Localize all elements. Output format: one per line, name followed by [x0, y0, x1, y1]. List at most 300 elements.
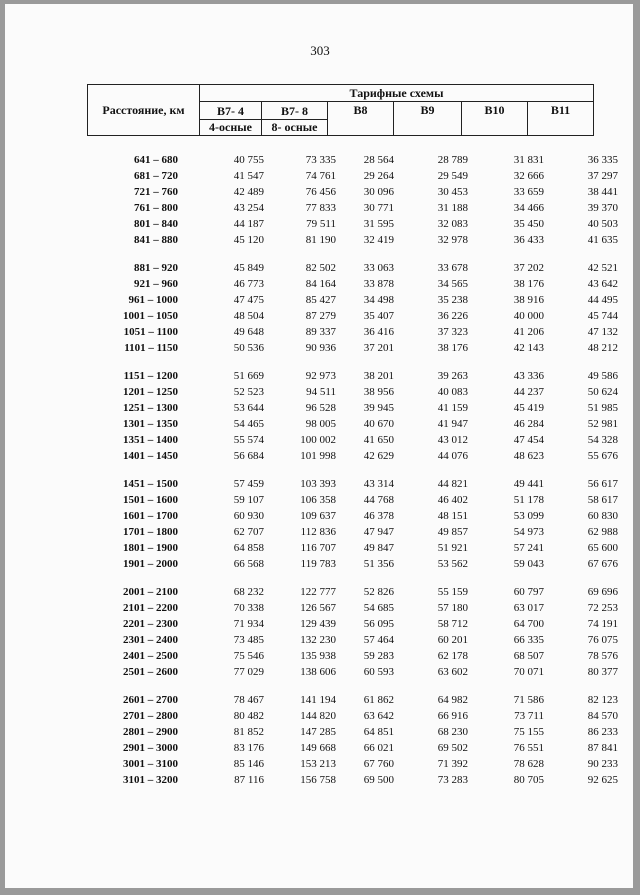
tariff-value: 78 576 — [587, 650, 618, 662]
tariff-value: 41 947 — [437, 418, 468, 430]
tariff-value: 59 107 — [233, 494, 264, 506]
tariff-value: 66 021 — [363, 742, 394, 754]
tariff-value: 90 233 — [587, 758, 618, 770]
tariff-value: 49 648 — [233, 326, 264, 338]
tariff-value: 81 190 — [305, 234, 336, 246]
table-row — [0, 584, 640, 600]
tariff-value: 51 178 — [513, 494, 544, 506]
tariff-value: 69 696 — [587, 586, 618, 598]
tariff-value: 38 916 — [513, 294, 544, 306]
tariff-value: 80 377 — [587, 666, 618, 678]
distance-range: 2201 – 2300 — [123, 618, 178, 630]
tariff-value: 54 328 — [587, 434, 618, 446]
tariff-value: 76 551 — [513, 742, 544, 754]
distance-range: 2301 – 2400 — [123, 634, 178, 646]
tariff-value: 62 707 — [233, 526, 264, 538]
row-group — [0, 368, 640, 464]
tariff-value: 80 482 — [233, 710, 264, 722]
tariff-value: 70 071 — [513, 666, 544, 678]
tariff-value: 66 916 — [437, 710, 468, 722]
tariff-value: 86 233 — [587, 726, 618, 738]
tariff-value: 36 226 — [437, 310, 468, 322]
tariff-value: 41 650 — [363, 434, 394, 446]
tariff-value: 36 416 — [363, 326, 394, 338]
tariff-value: 31 831 — [513, 154, 544, 166]
tariff-value: 49 586 — [587, 370, 618, 382]
tariff-value: 52 981 — [587, 418, 618, 430]
tariff-value: 38 176 — [513, 278, 544, 290]
tariff-value: 147 285 — [300, 726, 336, 738]
distance-range: 1151 – 1200 — [123, 370, 178, 382]
distance-range: 1801 – 1900 — [123, 542, 178, 554]
table-row — [0, 384, 640, 400]
tariff-value: 44 076 — [437, 450, 468, 462]
tariff-table-header — [87, 84, 594, 136]
tariff-value: 43 336 — [513, 370, 544, 382]
distance-range: 1101 – 1150 — [124, 342, 178, 354]
tariff-value: 41 547 — [233, 170, 264, 182]
tariff-value: 66 335 — [513, 634, 544, 646]
tariff-value: 82 123 — [587, 694, 618, 706]
tariff-value: 48 212 — [587, 342, 618, 354]
tariff-value: 56 684 — [233, 450, 264, 462]
tariff-value: 87 279 — [305, 310, 336, 322]
tariff-value: 149 668 — [300, 742, 336, 754]
tariff-value: 49 847 — [363, 542, 394, 554]
tariff-value: 44 768 — [363, 494, 394, 506]
tariff-value: 35 238 — [437, 294, 468, 306]
tariff-value: 48 623 — [513, 450, 544, 462]
tariff-value: 44 495 — [587, 294, 618, 306]
tariff-value: 64 851 — [363, 726, 394, 738]
tariff-value: 46 402 — [437, 494, 468, 506]
tariff-value: 119 783 — [300, 558, 336, 570]
tariff-value: 45 744 — [587, 310, 618, 322]
tariff-value: 71 586 — [513, 694, 544, 706]
tariff-value: 31 188 — [437, 202, 468, 214]
subheader-8-axle: 8- осные — [262, 120, 328, 136]
tariff-value: 45 120 — [233, 234, 264, 246]
tariff-value: 141 194 — [300, 694, 336, 706]
table-row — [0, 260, 640, 276]
tariff-value: 59 043 — [513, 558, 544, 570]
tariff-value: 87 116 — [234, 774, 264, 786]
tariff-value: 85 427 — [305, 294, 336, 306]
tariff-value: 32 978 — [437, 234, 468, 246]
distance-range: 1351 – 1400 — [123, 434, 178, 446]
tariff-value: 46 284 — [513, 418, 544, 430]
tariff-value: 106 358 — [300, 494, 336, 506]
table-row — [0, 724, 640, 740]
tariff-value: 138 606 — [300, 666, 336, 678]
tariff-value: 52 826 — [363, 586, 394, 598]
distance-range: 2801 – 2900 — [123, 726, 178, 738]
tariff-value: 54 685 — [363, 602, 394, 614]
distance-range: 641 – 680 — [134, 154, 178, 166]
distance-range: 761 – 800 — [134, 202, 178, 214]
table-row — [0, 540, 640, 556]
tariff-value: 153 213 — [300, 758, 336, 770]
tariff-value: 129 439 — [300, 618, 336, 630]
tariff-value: 42 629 — [363, 450, 394, 462]
tariff-value: 51 921 — [437, 542, 468, 554]
distance-range: 881 – 920 — [134, 262, 178, 274]
tariff-value: 54 465 — [233, 418, 264, 430]
page-number: 303 — [310, 43, 330, 58]
table-row — [0, 556, 640, 572]
tariff-value: 46 773 — [233, 278, 264, 290]
tariff-value: 48 151 — [437, 510, 468, 522]
tariff-value: 135 938 — [300, 650, 336, 662]
tariff-schemes-header: Тарифные схемы — [200, 85, 594, 102]
tariff-value: 63 642 — [363, 710, 394, 722]
distance-range: 2901 – 3000 — [123, 742, 178, 754]
table-row — [0, 416, 640, 432]
distance-range: 1301 – 1350 — [123, 418, 178, 430]
table-row — [0, 216, 640, 232]
tariff-value: 62 988 — [587, 526, 618, 538]
table-row — [0, 448, 640, 464]
table-row — [0, 232, 640, 248]
tariff-value: 60 797 — [513, 586, 544, 598]
tariff-value: 62 178 — [437, 650, 468, 662]
column-header-b7-8: В7- 8 — [262, 102, 328, 120]
tariff-value: 53 099 — [513, 510, 544, 522]
tariff-value: 59 283 — [363, 650, 394, 662]
tariff-value: 84 570 — [587, 710, 618, 722]
tariff-value: 31 595 — [363, 218, 394, 230]
table-row — [0, 476, 640, 492]
table-row — [0, 756, 640, 772]
distance-range: 721 – 760 — [134, 186, 178, 198]
tariff-value: 58 712 — [437, 618, 468, 630]
tariff-value: 29 264 — [363, 170, 394, 182]
tariff-value: 41 159 — [437, 402, 468, 414]
tariff-value: 32 083 — [437, 218, 468, 230]
distance-range: 1001 – 1050 — [123, 310, 178, 322]
tariff-value: 40 083 — [437, 386, 468, 398]
distance-range: 2701 – 2800 — [123, 710, 178, 722]
tariff-value: 60 830 — [587, 510, 618, 522]
tariff-value: 32 666 — [513, 170, 544, 182]
tariff-value: 57 459 — [233, 478, 264, 490]
table-row — [0, 184, 640, 200]
tariff-value: 57 241 — [513, 542, 544, 554]
tariff-value: 61 862 — [363, 694, 394, 706]
distance-range: 1601 – 1700 — [123, 510, 178, 522]
tariff-value: 53 562 — [437, 558, 468, 570]
table-row — [0, 276, 640, 292]
tariff-value: 43 642 — [587, 278, 618, 290]
distance-range: 1501 – 1600 — [123, 494, 178, 506]
tariff-value: 41 206 — [513, 326, 544, 338]
tariff-value: 156 758 — [300, 774, 336, 786]
distance-range: 3001 – 3100 — [123, 758, 178, 770]
table-row — [0, 616, 640, 632]
tariff-value: 47 947 — [363, 526, 394, 538]
tariff-value: 42 489 — [233, 186, 264, 198]
distance-range: 1401 – 1450 — [123, 450, 178, 462]
tariff-value: 74 761 — [305, 170, 336, 182]
tariff-value: 45 419 — [513, 402, 544, 414]
table-row — [0, 200, 640, 216]
tariff-value: 75 155 — [513, 726, 544, 738]
tariff-value: 56 617 — [587, 478, 618, 490]
tariff-value: 28 789 — [437, 154, 468, 166]
tariff-value: 64 858 — [233, 542, 264, 554]
tariff-value: 77 029 — [233, 666, 264, 678]
tariff-value: 116 707 — [300, 542, 336, 554]
tariff-value: 43 012 — [437, 434, 468, 446]
table-row — [0, 292, 640, 308]
table-row — [0, 524, 640, 540]
tariff-value: 56 095 — [363, 618, 394, 630]
tariff-table-body — [0, 152, 640, 800]
tariff-value: 53 644 — [233, 402, 264, 414]
tariff-value: 39 370 — [587, 202, 618, 214]
tariff-value: 37 201 — [363, 342, 394, 354]
tariff-value: 45 849 — [233, 262, 264, 274]
tariff-value: 122 777 — [300, 586, 336, 598]
distance-range: 2501 – 2600 — [123, 666, 178, 678]
tariff-value: 83 176 — [233, 742, 264, 754]
distance-range: 801 – 840 — [134, 218, 178, 230]
table-row — [0, 708, 640, 724]
tariff-value: 44 187 — [233, 218, 264, 230]
tariff-value: 144 820 — [300, 710, 336, 722]
tariff-value: 37 323 — [437, 326, 468, 338]
table-row — [0, 692, 640, 708]
tariff-value: 33 678 — [437, 262, 468, 274]
tariff-value: 33 659 — [513, 186, 544, 198]
distance-range: 2401 – 2500 — [123, 650, 178, 662]
tariff-value: 67 760 — [363, 758, 394, 770]
table-row — [0, 772, 640, 788]
tariff-value: 69 502 — [437, 742, 468, 754]
tariff-value: 34 498 — [363, 294, 394, 306]
tariff-value: 84 164 — [305, 278, 336, 290]
tariff-value: 60 593 — [363, 666, 394, 678]
tariff-value: 54 973 — [513, 526, 544, 538]
tariff-value: 80 705 — [513, 774, 544, 786]
tariff-value: 52 523 — [233, 386, 264, 398]
tariff-value: 126 567 — [300, 602, 336, 614]
tariff-value: 49 441 — [513, 478, 544, 490]
distance-range: 3101 – 3200 — [123, 774, 178, 786]
tariff-value: 38 956 — [363, 386, 394, 398]
tariff-value: 79 511 — [306, 218, 336, 230]
table-row — [0, 168, 640, 184]
tariff-value: 36 433 — [513, 234, 544, 246]
tariff-value: 73 283 — [437, 774, 468, 786]
table-row — [0, 400, 640, 416]
tariff-value: 69 500 — [363, 774, 394, 786]
tariff-value: 132 230 — [300, 634, 336, 646]
tariff-value: 42 521 — [587, 262, 618, 274]
distance-range: 1451 – 1500 — [123, 478, 178, 490]
tariff-value: 46 378 — [363, 510, 394, 522]
tariff-value: 94 511 — [306, 386, 336, 398]
distance-range: 2101 – 2200 — [123, 602, 178, 614]
distance-range: 1201 – 1250 — [123, 386, 178, 398]
tariff-value: 50 536 — [233, 342, 264, 354]
distance-range: 841 – 880 — [134, 234, 178, 246]
tariff-value: 68 232 — [233, 586, 264, 598]
column-header-b7-4: В7- 4 — [200, 102, 262, 120]
tariff-value: 90 936 — [305, 342, 336, 354]
row-group — [0, 692, 640, 788]
tariff-value: 43 314 — [363, 478, 394, 490]
tariff-value: 50 624 — [587, 386, 618, 398]
column-header-b8: В8 — [328, 102, 394, 136]
tariff-value: 38 441 — [587, 186, 618, 198]
tariff-value: 32 419 — [363, 234, 394, 246]
tariff-value: 28 564 — [363, 154, 394, 166]
tariff-value: 65 600 — [587, 542, 618, 554]
tariff-value: 73 485 — [233, 634, 264, 646]
distance-column-header: Расстояние, км — [88, 85, 200, 136]
row-group — [0, 584, 640, 680]
tariff-value: 66 568 — [233, 558, 264, 570]
table-row — [0, 340, 640, 356]
tariff-value: 60 201 — [437, 634, 468, 646]
tariff-value: 38 201 — [363, 370, 394, 382]
column-header-b9: В9 — [394, 102, 462, 136]
tariff-value: 44 821 — [437, 478, 468, 490]
table-row — [0, 152, 640, 168]
tariff-value: 73 711 — [514, 710, 544, 722]
tariff-value: 68 230 — [437, 726, 468, 738]
tariff-value: 74 191 — [587, 618, 618, 630]
tariff-value: 112 836 — [300, 526, 336, 538]
tariff-value: 37 202 — [513, 262, 544, 274]
tariff-value: 76 456 — [305, 186, 336, 198]
tariff-value: 92 625 — [587, 774, 618, 786]
table-row — [0, 308, 640, 324]
tariff-value: 78 467 — [233, 694, 264, 706]
tariff-value: 75 546 — [233, 650, 264, 662]
tariff-value: 47 454 — [513, 434, 544, 446]
tariff-value: 34 565 — [437, 278, 468, 290]
tariff-value: 64 700 — [513, 618, 544, 630]
tariff-value: 51 985 — [587, 402, 618, 414]
tariff-value: 29 549 — [437, 170, 468, 182]
tariff-value: 40 000 — [513, 310, 544, 322]
tariff-value: 85 146 — [233, 758, 264, 770]
tariff-value: 100 002 — [300, 434, 336, 446]
tariff-value: 71 934 — [233, 618, 264, 630]
tariff-value: 96 528 — [305, 402, 336, 414]
tariff-value: 67 676 — [587, 558, 618, 570]
tariff-value: 72 253 — [587, 602, 618, 614]
table-row — [0, 492, 640, 508]
tariff-value: 81 852 — [233, 726, 264, 738]
tariff-value: 63 602 — [437, 666, 468, 678]
tariff-value: 43 254 — [233, 202, 264, 214]
table-row — [0, 508, 640, 524]
tariff-value: 30 453 — [437, 186, 468, 198]
row-group — [0, 152, 640, 248]
tariff-value: 39 945 — [363, 402, 394, 414]
table-row — [0, 600, 640, 616]
tariff-value: 48 504 — [233, 310, 264, 322]
tariff-value: 78 628 — [513, 758, 544, 770]
tariff-value: 51 669 — [233, 370, 264, 382]
column-header-b10: В10 — [462, 102, 528, 136]
tariff-value: 39 263 — [437, 370, 468, 382]
tariff-value: 47 475 — [233, 294, 264, 306]
tariff-value: 63 017 — [513, 602, 544, 614]
tariff-value: 60 930 — [233, 510, 264, 522]
tariff-value: 35 450 — [513, 218, 544, 230]
distance-range: 1701 – 1800 — [123, 526, 178, 538]
tariff-value: 38 176 — [437, 342, 468, 354]
tariff-value: 77 833 — [305, 202, 336, 214]
tariff-value: 30 771 — [363, 202, 394, 214]
tariff-value: 40 503 — [587, 218, 618, 230]
tariff-value: 57 464 — [363, 634, 394, 646]
tariff-value: 40 670 — [363, 418, 394, 430]
tariff-value: 51 356 — [363, 558, 394, 570]
table-row — [0, 368, 640, 384]
tariff-value: 30 096 — [363, 186, 394, 198]
distance-range: 1051 – 1100 — [123, 326, 178, 338]
table-row — [0, 432, 640, 448]
tariff-value: 34 466 — [513, 202, 544, 214]
table-row — [0, 740, 640, 756]
tariff-value: 101 998 — [300, 450, 336, 462]
tariff-value: 103 393 — [300, 478, 336, 490]
tariff-value: 42 143 — [513, 342, 544, 354]
tariff-value: 47 132 — [587, 326, 618, 338]
tariff-value: 57 180 — [437, 602, 468, 614]
distance-range: 921 – 960 — [134, 278, 178, 290]
tariff-value: 82 502 — [305, 262, 336, 274]
tariff-value: 36 335 — [587, 154, 618, 166]
tariff-value: 55 676 — [587, 450, 618, 462]
tariff-value: 37 297 — [587, 170, 618, 182]
tariff-value: 109 637 — [300, 510, 336, 522]
tariff-value: 98 005 — [305, 418, 336, 430]
tariff-value: 55 159 — [437, 586, 468, 598]
tariff-value: 87 841 — [587, 742, 618, 754]
table-row — [0, 324, 640, 340]
tariff-value: 41 635 — [587, 234, 618, 246]
subheader-4-axle: 4-осные — [200, 120, 262, 136]
distance-range: 1251 – 1300 — [123, 402, 178, 414]
row-group — [0, 476, 640, 572]
tariff-value: 33 063 — [363, 262, 394, 274]
tariff-value: 55 574 — [233, 434, 264, 446]
distance-range: 1901 – 2000 — [123, 558, 178, 570]
tariff-value: 35 407 — [363, 310, 394, 322]
table-row — [0, 664, 640, 680]
tariff-value: 58 617 — [587, 494, 618, 506]
tariff-value: 40 755 — [233, 154, 264, 166]
distance-range: 961 – 1000 — [128, 294, 178, 306]
tariff-value: 76 075 — [587, 634, 618, 646]
tariff-value: 89 337 — [305, 326, 336, 338]
tariff-value: 64 982 — [437, 694, 468, 706]
tariff-value: 71 392 — [437, 758, 468, 770]
tariff-value: 73 335 — [305, 154, 336, 166]
tariff-value: 70 338 — [233, 602, 264, 614]
row-group — [0, 260, 640, 356]
table-row — [0, 648, 640, 664]
tariff-value: 44 237 — [513, 386, 544, 398]
tariff-value: 92 973 — [305, 370, 336, 382]
tariff-value: 49 857 — [437, 526, 468, 538]
